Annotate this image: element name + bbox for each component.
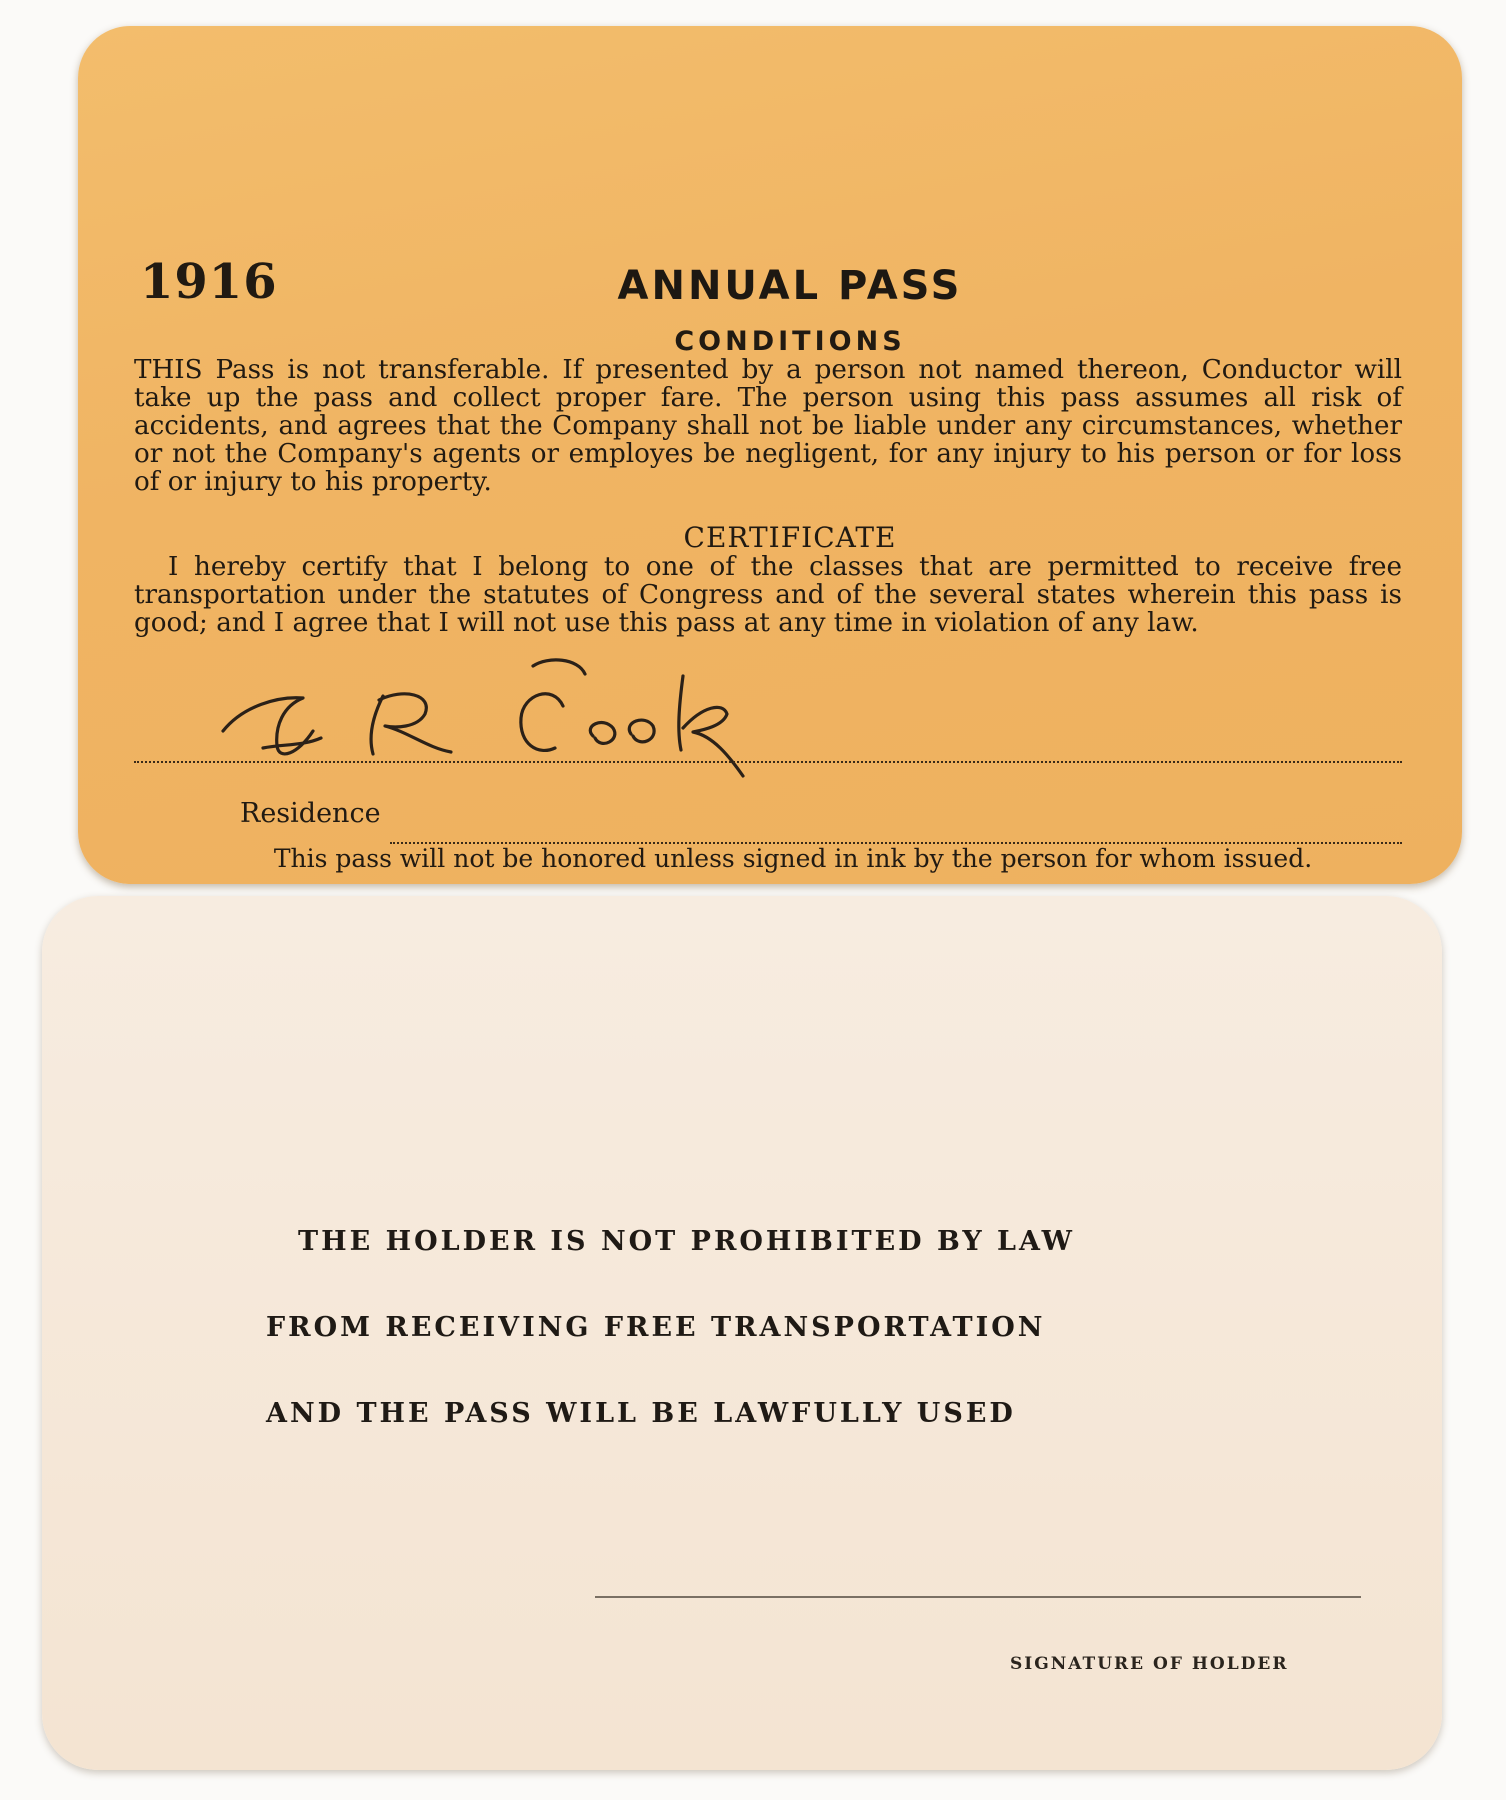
certificate-text: I hereby certify that I belong to one of the classes that are permitted to receive free transportation under the statutes of Congress and of the several states wherein this pass is good; and I agree that I will not use this pass at any time in violation of any law.	[134, 552, 1402, 638]
back-text-line: FROM RECEIVING FREE TRANSPORTATION	[266, 1312, 1046, 1343]
holder-signature-label: SIGNATURE OF HOLDER	[1010, 1654, 1289, 1674]
pass-title: ANNUAL PASS	[617, 263, 963, 309]
conditions-heading: CONDITIONS	[674, 326, 906, 357]
residence-label: Residence	[240, 798, 381, 829]
ink-signature-note: This pass will not be honored unless signed in ink by the person for whom issued.	[273, 844, 1313, 873]
back-text-line: AND THE PASS WILL BE LAWFULLY USED	[266, 1398, 1016, 1429]
pass-back-card	[42, 896, 1442, 1770]
pass-year: 1916	[140, 254, 278, 310]
back-text-line: THE HOLDER IS NOT PROHIBITED BY LAW	[298, 1226, 1075, 1257]
holder-signature-line	[595, 1596, 1361, 1598]
handwritten-signature	[203, 636, 863, 786]
conditions-text: THIS Pass is not transferable. If presented by a person not named thereon, Conductor will take up the pass and collect proper fare. The person using this pass assumes all risk of accidents, and agrees that the Company shall not be liable under any circumstances, whether or not the Company's agents or employes be negligent, for any injury to his person or for loss of or injury to his property.	[134, 355, 1402, 497]
certificate-heading: CERTIFICATE	[683, 521, 897, 554]
signature-line	[134, 761, 1402, 763]
pass-front-card	[78, 26, 1462, 884]
